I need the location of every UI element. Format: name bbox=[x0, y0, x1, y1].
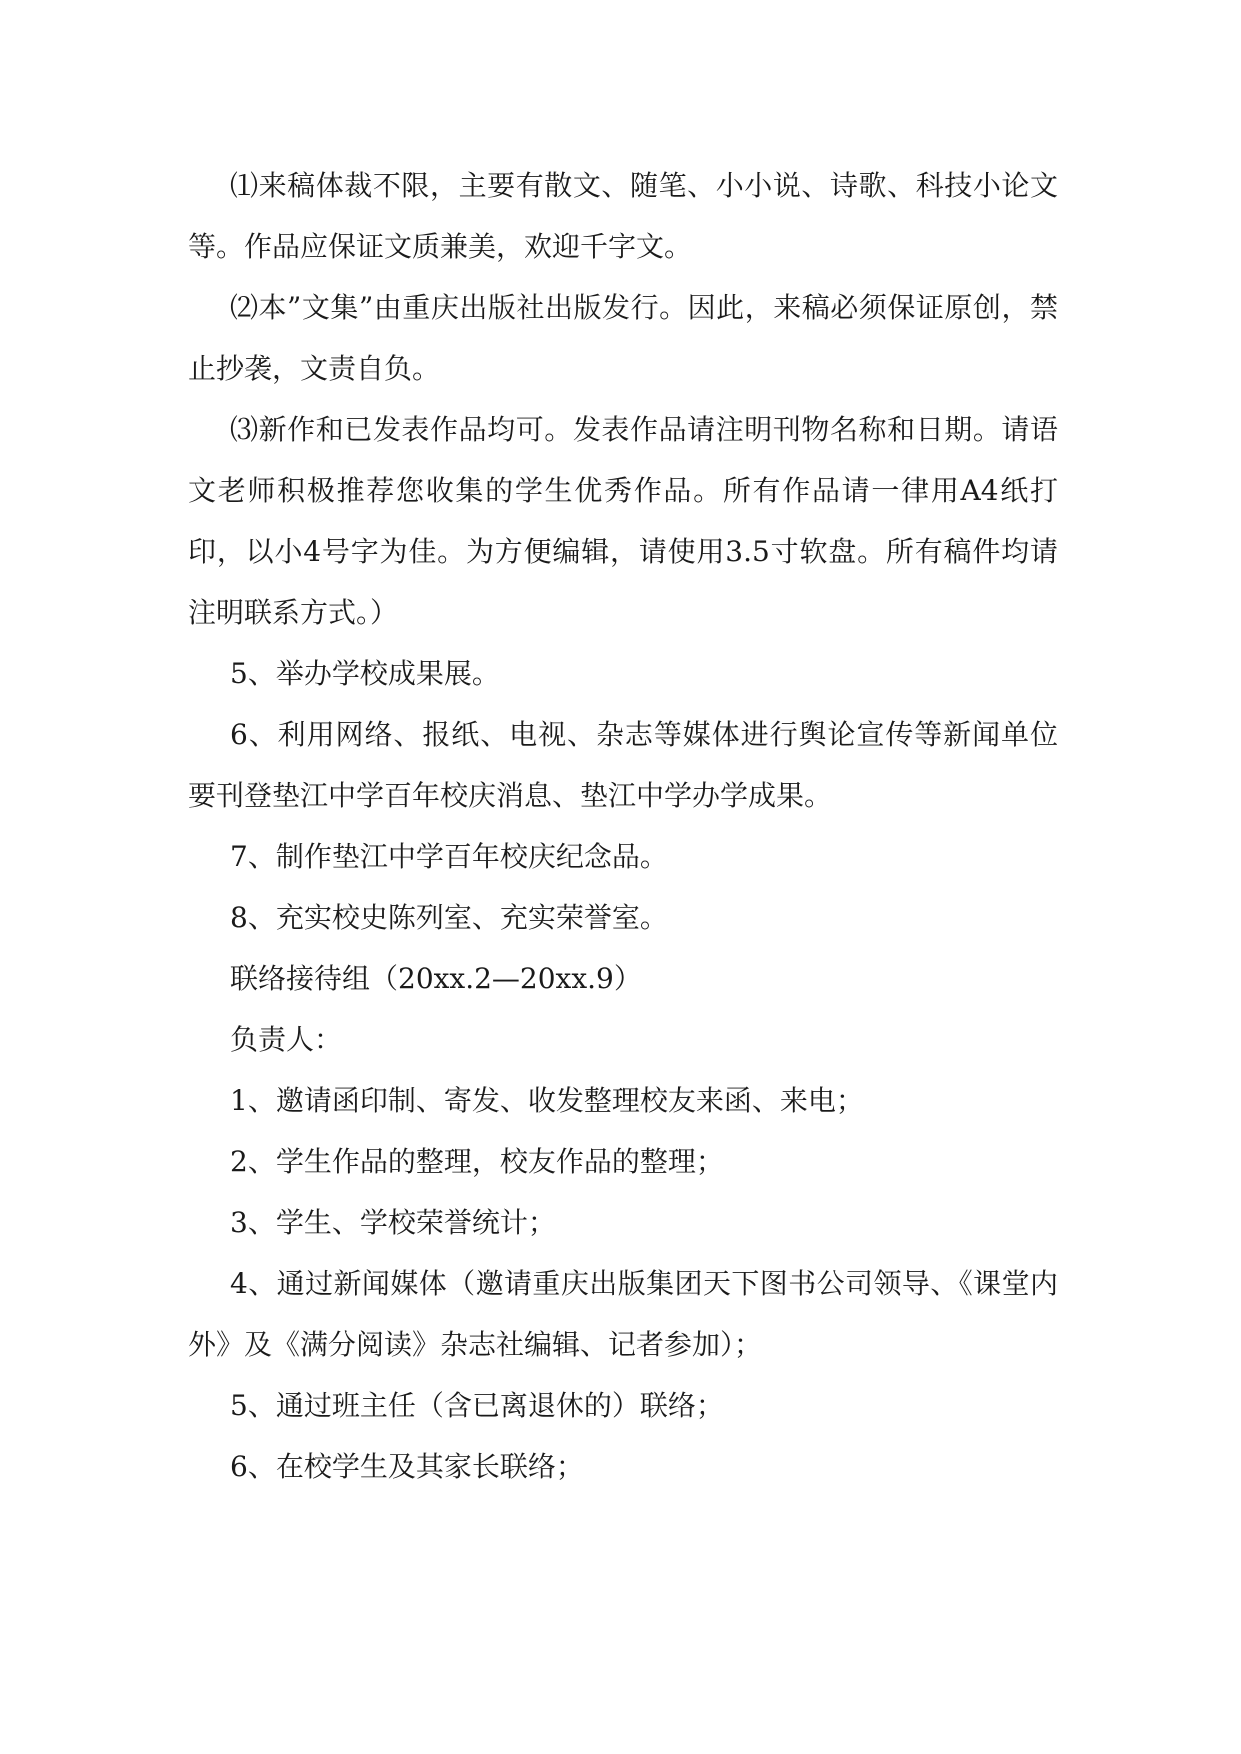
list-item-6: 6、在校学生及其家长联络； bbox=[230, 1450, 584, 1483]
paragraph-item-6: 6、利用网络、报纸、电视、杂志等媒体进行舆论宣传等新闻单位要刊登垫江中学百年校庆消息、垫江中学办学成果。 bbox=[188, 718, 1058, 812]
list-item-1: 1、邀请函印制、寄发、收发整理校友来函、来电； bbox=[230, 1084, 864, 1117]
paragraph-submission-genre: ⑴来稿体裁不限，主要有散文、随笔、小小说、诗歌、科技小论文等。作品应保证文质兼美，欢迎千字文。 bbox=[188, 169, 1058, 263]
list-item-2: 2、学生作品的整理，校友作品的整理； bbox=[230, 1145, 724, 1178]
paragraph-item-5: 5、举办学校成果展。 bbox=[230, 657, 500, 690]
section-heading-liaison: 联络接待组（20xx.2—20xx.9） bbox=[230, 962, 642, 995]
paragraph-item-8: 8、充实校史陈列室、充实荣誉室。 bbox=[230, 901, 668, 934]
paragraph-item-7: 7、制作垫江中学百年校庆纪念品。 bbox=[230, 840, 668, 873]
paragraph-publisher: ⑵本”文集”由重庆出版社出版发行。因此，来稿必须保证原创，禁止抄袭，文责自负。 bbox=[188, 291, 1058, 385]
paragraph-format-requirements: ⑶新作和已发表作品均可。发表作品请注明刊物名称和日期。请语文老师积极推荐您收集的学生优秀作品。所有作品请一律用A4纸打印，以小4号字为佳。为方便编辑，请使用3.5寸软盘。所有稿件均请注明联系方式。） bbox=[188, 413, 1058, 629]
paragraph-person-in-charge: 负责人： bbox=[230, 1023, 343, 1056]
list-item-3: 3、学生、学校荣誉统计； bbox=[230, 1206, 556, 1239]
list-item-4: 4、通过新闻媒体（邀请重庆出版集团天下图书公司领导、《课堂内外》及《满分阅读》杂志社编辑、记者参加）； bbox=[188, 1267, 1058, 1361]
document-body bbox=[188, 155, 1058, 1497]
list-item-5: 5、通过班主任（含已离退休的）联络； bbox=[230, 1389, 724, 1422]
